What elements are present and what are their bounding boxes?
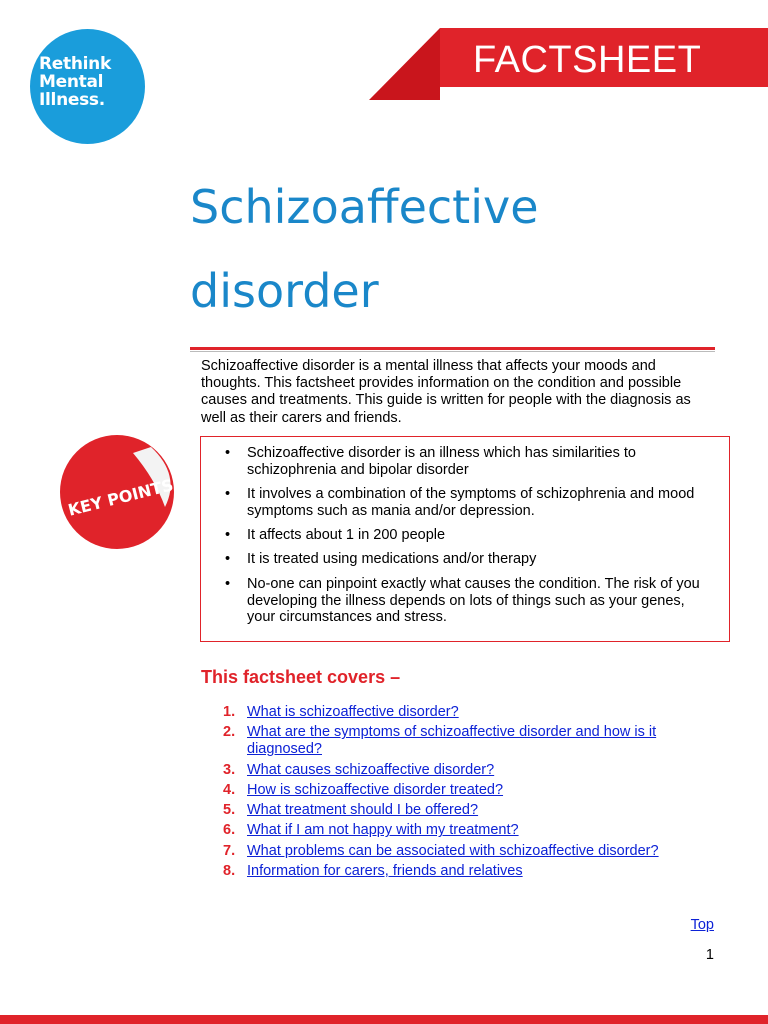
- toc-item-6: [220, 822, 720, 839]
- table-of-contents: [220, 704, 720, 883]
- key-point-item: [201, 576, 729, 626]
- bottom-bar: [0, 1015, 768, 1024]
- toc-link-carers[interactable]: Information for carers, friends and relatives: [247, 863, 523, 880]
- toc-number: 7.: [223, 842, 236, 859]
- toc-item-8: [220, 863, 720, 880]
- key-points-sticker: [55, 435, 190, 555]
- title-line-2: disorder: [190, 264, 379, 318]
- toc-item-1: [220, 704, 720, 721]
- toc-number: 3.: [223, 761, 236, 778]
- key-points-list: [201, 445, 729, 634]
- toc-link-causes[interactable]: What causes schizoaffective disorder?: [247, 761, 495, 778]
- toc-link-what-is[interactable]: What is schizoaffective disorder?: [247, 704, 459, 720]
- bullet-icon: •: [225, 486, 231, 503]
- key-point-text: It involves a combination of the symptoms of schizophrenia and mood symptoms such as mania and/or depression.: [247, 486, 695, 519]
- toc-link-symptoms[interactable]: What are the symptoms of schizoaffective disorder and how is it diagnosed?: [247, 724, 657, 758]
- top-link[interactable]: Top: [690, 917, 714, 933]
- toc-link-problems[interactable]: What problems can be associated with schizoaffective disorder?: [247, 842, 659, 859]
- toc-item-7: [220, 843, 720, 860]
- key-point-item: [201, 527, 729, 544]
- key-point-text: It is treated using medications and/or therapy: [247, 551, 537, 568]
- bullet-icon: •: [225, 551, 231, 568]
- key-point-text: No-one can pinpoint exactly what causes the condition. The risk of you developing the illness depends on lots of things such as your genes, your circumstances and stress.: [247, 575, 700, 626]
- toc-number: 1.: [223, 704, 236, 720]
- bullet-icon: •: [225, 575, 231, 592]
- key-point-item: [201, 486, 729, 520]
- toc-item-2: [220, 724, 720, 758]
- banner-fold-shape: [369, 28, 440, 100]
- logo-line-2: Mental: [39, 72, 104, 92]
- page-number: 1: [705, 947, 714, 963]
- title-line-1: Schizoaffective: [190, 180, 539, 234]
- bullet-icon: •: [225, 527, 231, 544]
- sticker-label: KEY POINTS: [66, 475, 176, 520]
- factsheet-label: FACTSHEET: [473, 39, 702, 81]
- toc-item-5: [220, 802, 720, 819]
- toc-number: 4.: [223, 781, 236, 798]
- toc-link-not-happy[interactable]: What if I am not happy with my treatment?: [247, 822, 519, 839]
- toc-number: 8.: [223, 863, 236, 880]
- title-divider-shadow: [190, 351, 715, 352]
- logo-line-1: Rethink: [39, 54, 111, 74]
- toc-number: 2.: [223, 724, 236, 741]
- toc-link-treated[interactable]: How is schizoaffective disorder treated?: [247, 781, 504, 798]
- key-point-text: Schizoaffective disorder is an illness which has similarities to schizophrenia and bipolar disorder: [247, 445, 636, 478]
- title-divider: [190, 347, 715, 350]
- covers-heading: This factsheet covers –: [201, 667, 401, 687]
- toc-number: 5.: [223, 802, 236, 819]
- key-points-box: [200, 436, 730, 642]
- toc-item-4: [220, 782, 720, 799]
- logo-line-3: Illness.: [39, 90, 105, 110]
- key-point-item: [201, 551, 729, 568]
- key-point-text: It affects about 1 in 200 people: [247, 527, 446, 544]
- toc-number: 6.: [223, 822, 236, 839]
- bullet-icon: •: [225, 445, 231, 461]
- intro-paragraph: Schizoaffective disorder is a mental illness that affects your moods and thoughts. This factsheet provides information on the condition and possible causes and treatments. This guide is written for people with the diagnosis as well as their carers and friends.: [201, 358, 691, 426]
- page-title: [190, 165, 710, 333]
- toc-item-3: [220, 762, 720, 779]
- key-point-item: [201, 445, 729, 479]
- toc-link-treatment-offered[interactable]: What treatment should I be offered?: [247, 802, 479, 819]
